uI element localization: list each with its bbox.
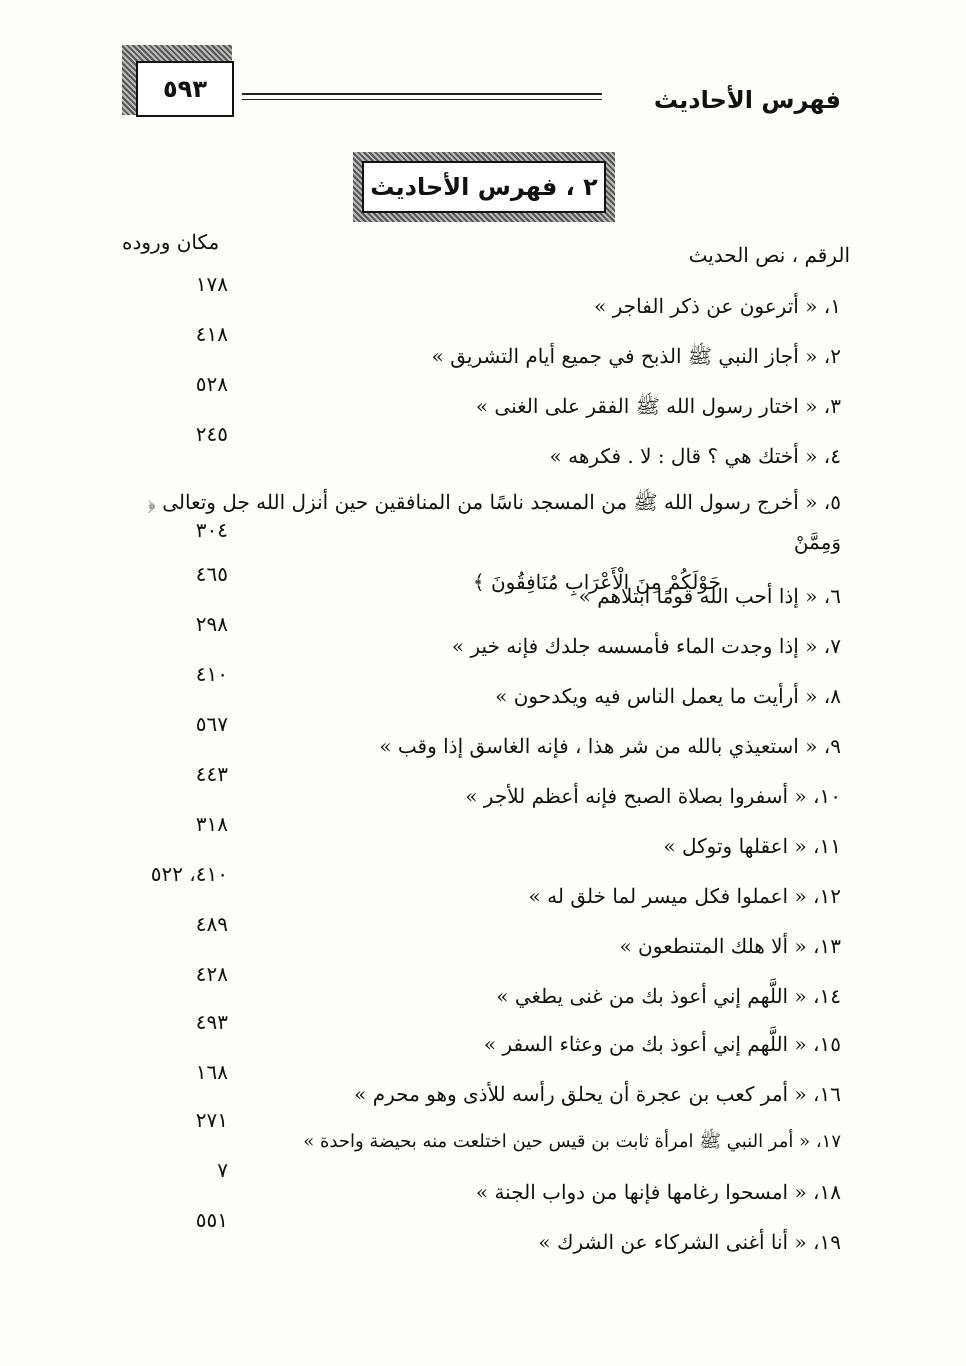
hadith-location: ١٧٨: [195, 272, 228, 296]
hadith-text-line-1: ٥، « أخرج رسول الله ﷺ من المسجد ناسًا من المنافقين حين أنزل الله جل وتعالى ﴿ وَمِمَّنْ: [147, 490, 841, 554]
page-number: ٥٩٣: [136, 61, 234, 117]
hadith-text: ٣، « اختار رسول الله ﷺ الفقر على الغنى »: [475, 394, 841, 418]
hadith-location: ٢٩٨: [195, 612, 228, 636]
hadith-location: ٤٩٣: [195, 1010, 228, 1034]
hadith-location: ٤٨٩: [195, 912, 228, 936]
hadith-location: ٤٦٥: [195, 562, 228, 586]
hadith-location: ١٦٨: [195, 1060, 228, 1084]
hadith-location: ٤١٨: [195, 322, 228, 346]
column-header-number-text: الرقم ، نص الحديث: [688, 243, 850, 267]
hadith-text: ٧، « إذا وجدت الماء فأمسسه جلدك فإنه خير »: [451, 634, 841, 658]
section-title: ٢ ، فهرس الأحاديث: [362, 161, 606, 213]
hadith-text: ٤، « أختك هي ؟ قال : لا . فكرهه »: [549, 444, 841, 468]
hadith-location: ٤٤٣: [195, 762, 228, 786]
hadith-text: ٨، « أرأيت ما يعمل الناس فيه ويكدحون »: [495, 684, 841, 708]
hadith-location: ٥٥١: [195, 1208, 228, 1232]
hadith-location: ٤١٠: [195, 662, 228, 686]
hadith-text: ١٤، « اللَّهم إني أعوذ بك من غنى يطغي »: [496, 984, 841, 1008]
hadith-text: ١٣، « ألا هلك المتنطعون »: [619, 934, 841, 958]
hadith-text: ١٨، « امسحوا رغامها فإنها من دواب الجنة »: [475, 1180, 841, 1204]
hadith-text: ٦، « إذا أحب الله قومًا ابتلاهم »: [578, 584, 841, 608]
hadith-location: ٥٦٧: [195, 712, 228, 736]
column-header-location: مكان وروده: [122, 230, 220, 254]
hadith-location: ٤١٠، ٥٢٢: [150, 862, 228, 886]
hadith-text: ١٢، « اعملوا فكل ميسر لما خلق له »: [528, 884, 841, 908]
running-title: فهرس الأحاديث: [653, 86, 841, 114]
hadith-text: ١٧، « أمر النبي ﷺ امرأة ثابت بن قيس حين اختلعت منه بحيضة واحدة »: [303, 1131, 841, 1152]
hadith-location: ٢٤٥: [195, 422, 228, 446]
hadith-text: ٢، « أجاز النبي ﷺ الذبح في جميع أيام التشريق »: [431, 344, 841, 368]
hadith-location: ٧: [217, 1158, 228, 1182]
hadith-text: ١٩، « أنا أغنى الشركاء عن الشرك »: [538, 1230, 841, 1254]
hadith-text: ١١، « اعقلها وتوكل »: [663, 834, 841, 858]
hadith-text-line-2: حَوْلَكُمْ مِنَ الْأَعْرَابِ مُنَافِقُونَ ﴾: [472, 570, 721, 594]
hadith-location: ٣٠٤: [195, 518, 228, 542]
hadith-location: ٤٢٨: [195, 962, 228, 986]
hadith-location: ٢٧١: [195, 1108, 228, 1132]
hadith-location: ٣١٨: [195, 812, 228, 836]
hadith-text: ١٠، « أسفروا بصلاة الصبح فإنه أعظم للأجر »: [465, 784, 841, 808]
hadith-location: ٥٢٨: [195, 372, 228, 396]
hadith-text: ١، « أترعون عن ذكر الفاجر »: [594, 294, 841, 318]
hadith-text: ٩، « استعيذي بالله من شر هذا ، فإنه الغاسق إذا وقب »: [379, 734, 841, 758]
hadith-text: ١٥، « اللَّهم إني أعوذ بك من وعثاء السفر »: [483, 1032, 841, 1056]
hadith-text: ١٦، « أمر كعب بن عجرة أن يحلق رأسه للأذى وهو محرم »: [354, 1082, 841, 1106]
